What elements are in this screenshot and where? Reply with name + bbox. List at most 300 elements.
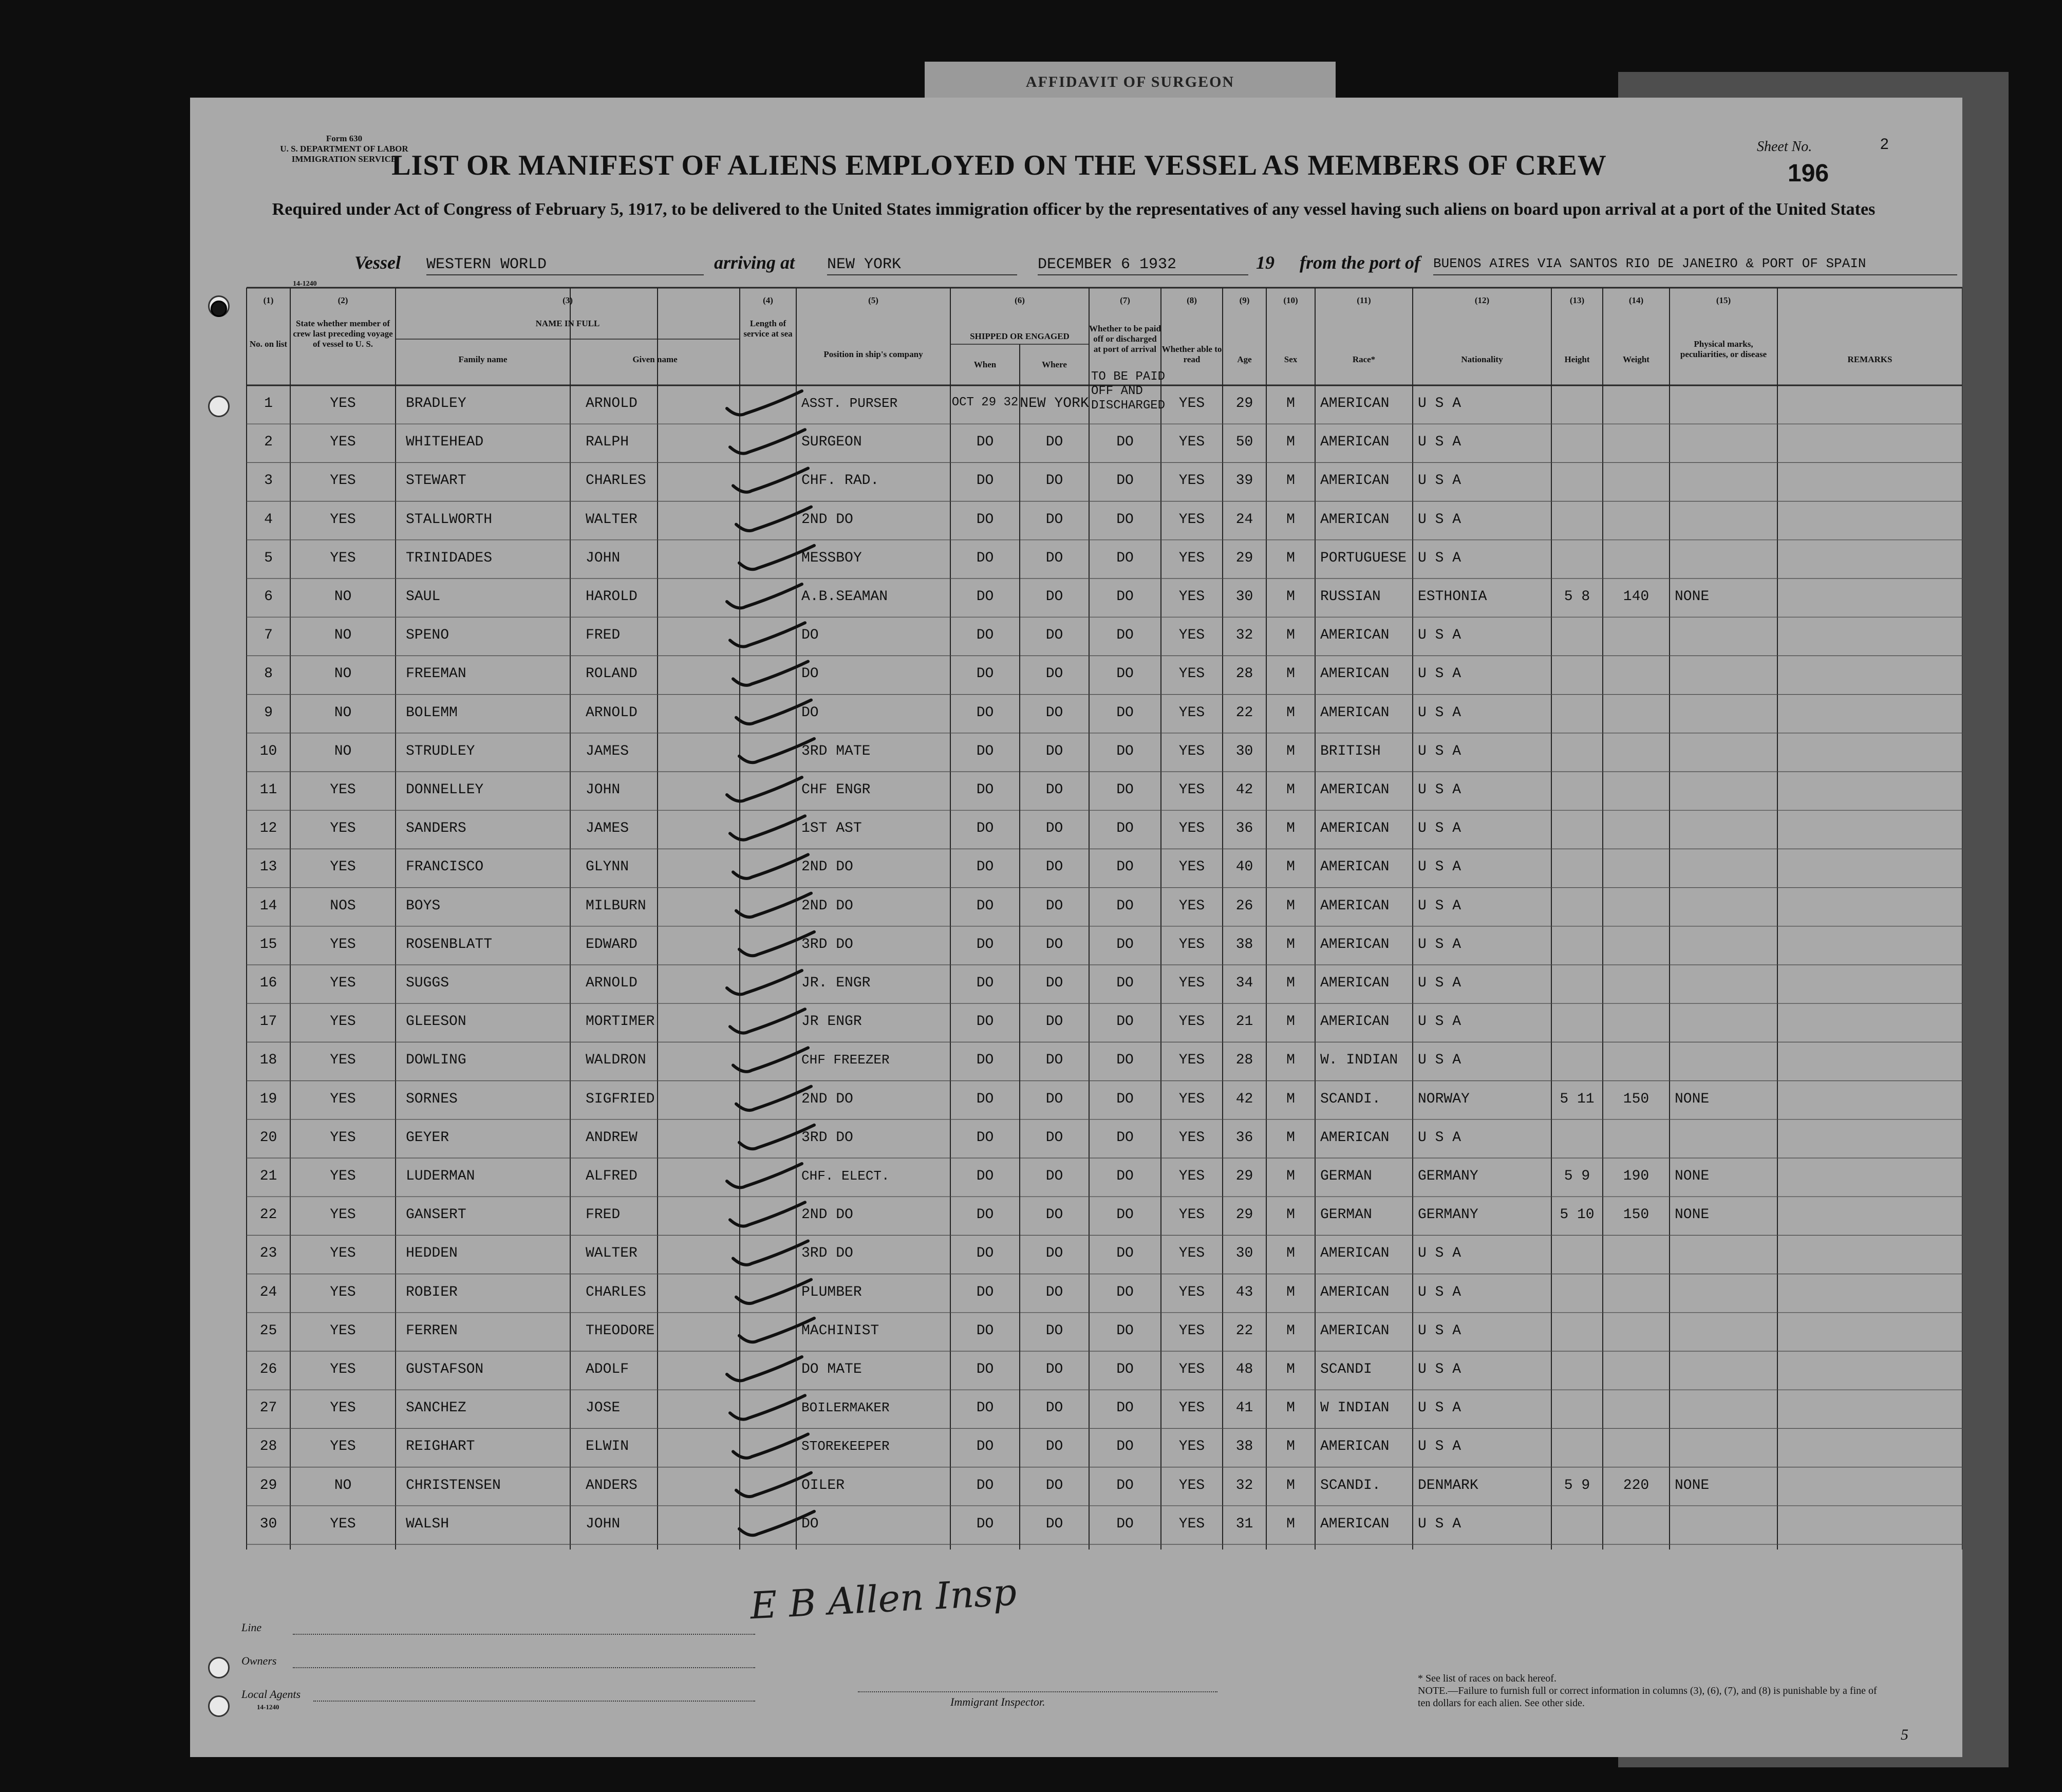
- shipped-where-cell: DO: [1045, 704, 1063, 721]
- nationality-cell: U S A: [1418, 1516, 1461, 1532]
- shipped-where-cell: DO: [1045, 820, 1063, 837]
- shipped-when-cell: DO: [976, 550, 994, 566]
- age-cell: 29: [1235, 1207, 1253, 1223]
- row-number: 7: [264, 627, 273, 644]
- header-age: Age: [1237, 354, 1252, 364]
- age-cell: 24: [1235, 511, 1253, 528]
- sex-cell: M: [1286, 1361, 1295, 1377]
- page-number: 196: [1788, 160, 1829, 187]
- header-nationality: Nationality: [1461, 354, 1503, 364]
- able-to-read-cell: YES: [1178, 1361, 1205, 1377]
- shipped-where-cell: DO: [1045, 1361, 1063, 1377]
- position-cell: 2ND DO: [801, 859, 853, 875]
- physical-marks-cell: NONE: [1675, 1168, 1710, 1184]
- nationality-cell: GERMANY: [1418, 1168, 1478, 1184]
- shipped-when-cell: DO: [976, 1439, 994, 1455]
- nationality-cell: U S A: [1418, 704, 1461, 721]
- shipped-when-cell: DO: [976, 975, 994, 991]
- header-when: When: [973, 360, 997, 369]
- age-cell: 42: [1235, 782, 1253, 798]
- shipped-when-cell: DO: [976, 627, 994, 644]
- race-cell: W. INDIAN: [1320, 1052, 1398, 1069]
- paid-off-cell: DO: [1116, 1168, 1134, 1184]
- given-name-cell: GLYNN: [586, 859, 629, 875]
- nationality-cell: U S A: [1418, 898, 1461, 914]
- race-cell: RUSSIAN: [1320, 589, 1381, 605]
- age-cell: 32: [1235, 1477, 1253, 1494]
- family-name-cell: ROSENBLATT: [406, 936, 493, 953]
- race-cell: AMERICAN: [1320, 1284, 1390, 1300]
- able-to-read-cell: YES: [1178, 550, 1205, 566]
- family-name-cell: SAUL: [406, 589, 441, 605]
- given-name-cell: RALPH: [586, 434, 629, 451]
- shipped-where-cell: DO: [1045, 782, 1063, 798]
- position-cell: ASST. PURSER: [801, 396, 898, 411]
- row-number: 5: [264, 550, 273, 566]
- owners-label: Owners: [241, 1654, 277, 1667]
- shipped-where-cell: DO: [1045, 1091, 1063, 1107]
- age-cell: 30: [1235, 1245, 1253, 1262]
- position-cell: CHF FREEZER: [801, 1052, 890, 1068]
- column-number: (5): [868, 295, 878, 305]
- header-position: Position in ship's company: [823, 349, 923, 359]
- shipped-where-cell: DO: [1045, 1400, 1063, 1416]
- year-label: 19: [1256, 252, 1274, 273]
- paid-off-cell: DO: [1116, 975, 1134, 991]
- race-cell: AMERICAN: [1320, 1516, 1390, 1532]
- nationality-cell: U S A: [1418, 1245, 1461, 1262]
- member-of-crew-cell: YES: [330, 782, 356, 798]
- nationality-cell: U S A: [1418, 1439, 1461, 1455]
- member-of-crew-cell: YES: [330, 434, 356, 451]
- given-name-cell: ARNOLD: [586, 396, 638, 412]
- shipped-when-cell: DO: [976, 1400, 994, 1416]
- arrival-date: DECEMBER 6 1932: [1038, 256, 1248, 275]
- shipped-where-cell: DO: [1045, 1284, 1063, 1300]
- row-number: 24: [259, 1284, 277, 1300]
- able-to-read-cell: YES: [1178, 1477, 1205, 1494]
- age-cell: 30: [1235, 589, 1253, 605]
- age-cell: 48: [1235, 1361, 1253, 1377]
- family-name-cell: SANDERS: [406, 820, 466, 837]
- able-to-read-cell: YES: [1178, 1439, 1205, 1455]
- shipped-when-cell: DO: [976, 1168, 994, 1184]
- member-of-crew-cell: YES: [330, 1207, 356, 1223]
- length-of-service-tick-mark: [736, 893, 811, 917]
- member-of-crew-cell: YES: [330, 473, 356, 489]
- position-cell: 2ND DO: [801, 1091, 853, 1107]
- vessel-name: WESTERN WORLD: [426, 256, 704, 275]
- agents-form-code: 14-1240: [257, 1703, 279, 1711]
- race-cell: AMERICAN: [1320, 1322, 1390, 1339]
- paid-off-cell: DO: [1116, 627, 1134, 644]
- shipped-when-cell: DO: [976, 1091, 994, 1107]
- nationality-cell: U S A: [1418, 1129, 1461, 1146]
- able-to-read-cell: YES: [1178, 782, 1205, 798]
- family-name-cell: GANSERT: [406, 1207, 466, 1223]
- column-number: (9): [1239, 295, 1250, 305]
- position-cell: 3RD DO: [801, 936, 853, 953]
- shipped-where-cell: DO: [1045, 1245, 1063, 1262]
- physical-marks-cell: NONE: [1675, 1477, 1710, 1494]
- given-name-cell: FRED: [586, 627, 621, 644]
- row-number: 23: [259, 1245, 277, 1262]
- age-cell: 22: [1235, 1322, 1253, 1339]
- age-cell: 43: [1235, 1284, 1253, 1300]
- nationality-cell: U S A: [1418, 743, 1461, 759]
- family-name-cell: BOLEMM: [406, 704, 458, 721]
- given-name-cell: EDWARD: [586, 936, 638, 953]
- able-to-read-cell: YES: [1178, 1245, 1205, 1262]
- row-number: 20: [259, 1129, 277, 1146]
- shipped-when-cell: DO: [976, 666, 994, 682]
- member-of-crew-cell: YES: [330, 1245, 356, 1262]
- family-name-cell: GUSTAFSON: [406, 1361, 484, 1377]
- age-cell: 39: [1235, 473, 1253, 489]
- paid-off-cell: DO: [1116, 1014, 1134, 1030]
- member-of-crew-cell: YES: [330, 975, 356, 991]
- family-name-cell: REIGHART: [406, 1439, 475, 1455]
- footnote-penalty: NOTE.—Failure to furnish full or correct information in columns (3), (6), (7), and (8) is punishable by a fine of ten dollars for each alien. See other side.: [1418, 1685, 1877, 1709]
- sex-cell: M: [1286, 434, 1295, 451]
- sex-cell: M: [1286, 550, 1295, 566]
- column-number: (11): [1357, 295, 1371, 305]
- position-cell: 2ND DO: [801, 1207, 853, 1223]
- member-of-crew-cell: YES: [330, 859, 356, 875]
- position-cell: DO: [801, 1516, 819, 1532]
- nationality-cell: U S A: [1418, 1014, 1461, 1030]
- able-to-read-cell: YES: [1178, 1516, 1205, 1532]
- able-to-read-cell: YES: [1178, 743, 1205, 759]
- sex-cell: M: [1286, 859, 1295, 875]
- given-name-cell: JOHN: [586, 1516, 621, 1532]
- race-cell: GERMAN: [1320, 1168, 1372, 1184]
- member-of-crew-cell: NO: [334, 704, 352, 721]
- able-to-read-cell: YES: [1178, 936, 1205, 953]
- member-of-crew-cell: YES: [330, 396, 356, 412]
- nationality-cell: U S A: [1418, 820, 1461, 837]
- shipped-when-cell: DO: [976, 743, 994, 759]
- member-of-crew-cell: YES: [330, 1284, 356, 1300]
- given-name-cell: ANDREW: [586, 1129, 638, 1146]
- shipped-where-cell: DO: [1045, 1439, 1063, 1455]
- member-of-crew-cell: YES: [330, 1361, 356, 1377]
- header-physical-marks: Physical marks, peculiarities, or disease: [1680, 339, 1767, 359]
- position-cell: 1ST AST: [801, 820, 862, 837]
- age-cell: 29: [1235, 550, 1253, 566]
- position-cell: DO: [801, 666, 819, 682]
- race-cell: BRITISH: [1320, 743, 1381, 759]
- age-cell: 32: [1235, 627, 1253, 644]
- nationality-cell: U S A: [1418, 511, 1461, 528]
- given-name-cell: ANDERS: [586, 1477, 638, 1494]
- race-cell: AMERICAN: [1320, 666, 1390, 682]
- column-number: (13): [1569, 295, 1585, 305]
- able-to-read-cell: YES: [1178, 511, 1205, 528]
- race-cell: AMERICAN: [1320, 782, 1390, 798]
- row-number: 21: [259, 1168, 277, 1184]
- position-cell: 2ND DO: [801, 511, 853, 528]
- age-cell: 41: [1235, 1400, 1253, 1416]
- able-to-read-cell: YES: [1178, 589, 1205, 605]
- given-name-cell: WALDRON: [586, 1052, 646, 1069]
- shipped-when-cell: DO: [976, 434, 994, 451]
- sex-cell: M: [1286, 396, 1295, 412]
- sex-cell: M: [1286, 1322, 1295, 1339]
- local-agents-rule: [313, 1700, 755, 1702]
- sex-cell: M: [1286, 1400, 1295, 1416]
- footnote-races: * See list of races on back hereof.: [1418, 1673, 1557, 1684]
- given-name-cell: THEODORE: [586, 1322, 655, 1339]
- shipped-when-cell: DO: [976, 473, 994, 489]
- header-paid-off: Whether to be paid off or discharged at port of arrival: [1089, 324, 1161, 354]
- header-where: Where: [1042, 360, 1067, 369]
- family-name-cell: FREEMAN: [406, 666, 466, 682]
- member-of-crew-cell: NO: [334, 666, 352, 682]
- nationality-cell: U S A: [1418, 627, 1461, 644]
- paid-off-cell: DO: [1116, 936, 1134, 953]
- position-cell: MACHINIST: [801, 1322, 879, 1339]
- given-name-cell: HAROLD: [586, 589, 638, 605]
- nationality-cell: U S A: [1418, 434, 1461, 451]
- row-number: 25: [259, 1322, 277, 1339]
- row-number: 1: [264, 396, 273, 412]
- given-name-cell: WALTER: [586, 1245, 638, 1262]
- header-length-of-service: Length of service at sea: [743, 319, 793, 339]
- height-cell: 5 9: [1564, 1477, 1590, 1494]
- nationality-cell: U S A: [1418, 473, 1461, 489]
- sex-cell: M: [1286, 1091, 1295, 1107]
- row-number: 27: [259, 1400, 277, 1416]
- given-name-cell: ELWIN: [586, 1439, 629, 1455]
- shipped-when-cell: DO: [976, 1207, 994, 1223]
- height-cell: 5 11: [1560, 1091, 1595, 1107]
- sex-cell: M: [1286, 511, 1295, 528]
- nationality-cell: U S A: [1418, 550, 1461, 566]
- sex-cell: M: [1286, 1207, 1295, 1223]
- shipped-when-cell: DO: [976, 859, 994, 875]
- age-cell: 21: [1235, 1014, 1253, 1030]
- sex-cell: M: [1286, 589, 1295, 605]
- manifest-form: [190, 98, 1962, 1757]
- nationality-cell: U S A: [1418, 975, 1461, 991]
- row-number: 3: [264, 473, 273, 489]
- shipped-when-cell: DO: [976, 1477, 994, 1494]
- family-name-cell: FERREN: [406, 1322, 458, 1339]
- member-of-crew-cell: NO: [334, 743, 352, 759]
- race-cell: SCANDI: [1320, 1361, 1372, 1377]
- shipped-when-cell: DO: [976, 1361, 994, 1377]
- row-number: 2: [264, 434, 273, 451]
- member-of-crew-cell: YES: [330, 511, 356, 528]
- able-to-read-cell: YES: [1178, 1207, 1205, 1223]
- nationality-cell: U S A: [1418, 396, 1461, 412]
- able-to-read-cell: YES: [1178, 1129, 1205, 1146]
- race-cell: AMERICAN: [1320, 511, 1390, 528]
- race-cell: PORTUGUESE: [1320, 550, 1407, 566]
- height-cell: 5 10: [1560, 1207, 1595, 1223]
- position-cell: PLUMBER: [801, 1284, 862, 1300]
- weight-cell: 220: [1623, 1477, 1649, 1494]
- sex-cell: M: [1286, 936, 1295, 953]
- column-number: (12): [1474, 295, 1490, 305]
- row-number: 8: [264, 666, 273, 682]
- age-cell: 36: [1235, 1129, 1253, 1146]
- able-to-read-cell: YES: [1178, 1284, 1205, 1300]
- position-cell: DO: [801, 704, 819, 721]
- shipped-where-cell: DO: [1045, 473, 1063, 489]
- race-cell: W INDIAN: [1320, 1400, 1390, 1416]
- sex-cell: M: [1286, 473, 1295, 489]
- given-name-cell: ARNOLD: [586, 704, 638, 721]
- family-name-cell: CHRISTENSEN: [406, 1477, 501, 1494]
- race-cell: AMERICAN: [1320, 1129, 1390, 1146]
- family-name-cell: GLEESON: [406, 1014, 466, 1030]
- family-name-cell: GEYER: [406, 1129, 449, 1146]
- given-name-cell: SIGFRIED: [586, 1091, 655, 1107]
- race-cell: AMERICAN: [1320, 1014, 1390, 1030]
- race-cell: GERMAN: [1320, 1207, 1372, 1223]
- row-number: 26: [259, 1361, 277, 1377]
- paid-off-cell: DO: [1116, 1400, 1134, 1416]
- header-family-name: Family name: [458, 354, 508, 364]
- able-to-read-cell: YES: [1178, 396, 1205, 412]
- column-number: (2): [338, 295, 348, 305]
- position-cell: 3RD DO: [801, 1245, 853, 1262]
- row-number: 9: [264, 704, 273, 721]
- sex-cell: M: [1286, 1052, 1295, 1069]
- family-name-cell: LUDERMAN: [406, 1168, 475, 1184]
- shipped-where-cell: DO: [1045, 434, 1063, 451]
- age-cell: 29: [1235, 396, 1253, 412]
- sex-cell: M: [1286, 1129, 1295, 1146]
- paid-off-cell: DO: [1116, 666, 1134, 682]
- row-number: 15: [259, 936, 277, 953]
- able-to-read-cell: YES: [1178, 627, 1205, 644]
- shipped-when-cell: OCT 29 32: [951, 396, 1019, 409]
- age-cell: 40: [1235, 859, 1253, 875]
- family-name-cell: BOYS: [406, 898, 441, 914]
- shipped-when-cell: DO: [976, 704, 994, 721]
- shipped-where-cell: NEW YORK: [1020, 396, 1089, 412]
- header-name-in-full: NAME IN FULL: [535, 319, 600, 328]
- family-name-cell: WHITEHEAD: [406, 434, 484, 451]
- age-cell: 38: [1235, 936, 1253, 953]
- family-name-cell: SUGGS: [406, 975, 449, 991]
- sex-cell: M: [1286, 975, 1295, 991]
- sex-cell: M: [1286, 1014, 1295, 1030]
- vessel-label: Vessel: [354, 252, 401, 273]
- family-name-cell: DOWLING: [406, 1052, 466, 1069]
- able-to-read-cell: YES: [1178, 434, 1205, 451]
- given-name-cell: JAMES: [586, 743, 629, 759]
- age-cell: 34: [1235, 975, 1253, 991]
- race-cell: AMERICAN: [1320, 473, 1390, 489]
- nationality-cell: U S A: [1418, 936, 1461, 953]
- given-name-cell: JOSE: [586, 1400, 621, 1416]
- nationality-cell: U S A: [1418, 782, 1461, 798]
- shipped-when-cell: DO: [976, 1129, 994, 1146]
- inspector-label: Immigrant Inspector.: [950, 1695, 1045, 1708]
- family-name-cell: DONNELLEY: [406, 782, 484, 798]
- row-number: 16: [259, 975, 277, 991]
- paid-off-cell: TO BE PAID OFF AND DISCHARGED: [1091, 370, 1166, 413]
- able-to-read-cell: YES: [1178, 898, 1205, 914]
- shipped-where-cell: DO: [1045, 1014, 1063, 1030]
- header-sex: Sex: [1284, 354, 1298, 364]
- row-number: 28: [259, 1439, 277, 1455]
- weight-cell: 150: [1623, 1207, 1649, 1223]
- sex-cell: M: [1286, 627, 1295, 644]
- shipped-when-cell: DO: [976, 589, 994, 605]
- paid-off-cell: DO: [1116, 1091, 1134, 1107]
- shipped-where-cell: DO: [1045, 627, 1063, 644]
- sex-cell: M: [1286, 1477, 1295, 1494]
- position-cell: 2ND DO: [801, 898, 853, 914]
- manifest-title: LIST OR MANIFEST OF ALIENS EMPLOYED ON THE VESSEL AS MEMBERS OF CREW: [391, 150, 1607, 181]
- given-name-cell: ALFRED: [586, 1168, 638, 1184]
- nationality-cell: U S A: [1418, 1400, 1461, 1416]
- position-cell: MESSBOY: [801, 550, 862, 566]
- family-name-cell: FRANCISCO: [406, 859, 484, 875]
- sex-cell: M: [1286, 782, 1295, 798]
- inspector-signature: E B Allen Insp: [749, 1570, 1018, 1628]
- footnote: [1418, 1672, 1880, 1709]
- sex-cell: M: [1286, 1245, 1295, 1262]
- age-cell: 30: [1235, 743, 1253, 759]
- shipped-where-cell: DO: [1045, 743, 1063, 759]
- shipped-when-cell: DO: [976, 936, 994, 953]
- age-cell: 29: [1235, 1168, 1253, 1184]
- position-cell: BOILERMAKER: [801, 1400, 890, 1416]
- able-to-read-cell: YES: [1178, 1091, 1205, 1107]
- member-of-crew-cell: NO: [334, 627, 352, 644]
- arriving-port: NEW YORK: [827, 256, 1017, 275]
- able-to-read-cell: YES: [1178, 1014, 1205, 1030]
- paid-off-cell: DO: [1116, 743, 1134, 759]
- member-of-crew-cell: YES: [330, 1014, 356, 1030]
- paid-off-cell: DO: [1116, 1322, 1134, 1339]
- sex-cell: M: [1286, 704, 1295, 721]
- line-label: Line: [241, 1621, 262, 1634]
- given-name-cell: JOHN: [586, 782, 621, 798]
- header-weight: Weight: [1623, 354, 1649, 364]
- shipped-when-cell: DO: [976, 898, 994, 914]
- race-cell: AMERICAN: [1320, 434, 1390, 451]
- family-name-cell: SANCHEZ: [406, 1400, 466, 1416]
- shipped-when-cell: DO: [976, 1516, 994, 1532]
- nationality-cell: U S A: [1418, 1284, 1461, 1300]
- position-cell: A.B.SEAMAN: [801, 589, 888, 605]
- nationality-cell: DENMARK: [1418, 1477, 1478, 1494]
- family-name-cell: TRINIDADES: [406, 550, 493, 566]
- paid-off-cell: DO: [1116, 820, 1134, 837]
- shipped-where-cell: DO: [1045, 666, 1063, 682]
- member-of-crew-cell: YES: [330, 1091, 356, 1107]
- shipped-where-cell: DO: [1045, 511, 1063, 528]
- able-to-read-cell: YES: [1178, 1052, 1205, 1069]
- given-name-cell: JAMES: [586, 820, 629, 837]
- member-of-crew-cell: YES: [330, 1052, 356, 1069]
- paid-off-cell: DO: [1116, 550, 1134, 566]
- member-of-crew-cell: YES: [330, 1168, 356, 1184]
- race-cell: AMERICAN: [1320, 820, 1390, 837]
- member-of-crew-cell: YES: [330, 1439, 356, 1455]
- nationality-cell: GERMANY: [1418, 1207, 1478, 1223]
- sheet-number: 2: [1880, 136, 1889, 153]
- race-cell: AMERICAN: [1320, 627, 1390, 644]
- shipped-when-cell: DO: [976, 1245, 994, 1262]
